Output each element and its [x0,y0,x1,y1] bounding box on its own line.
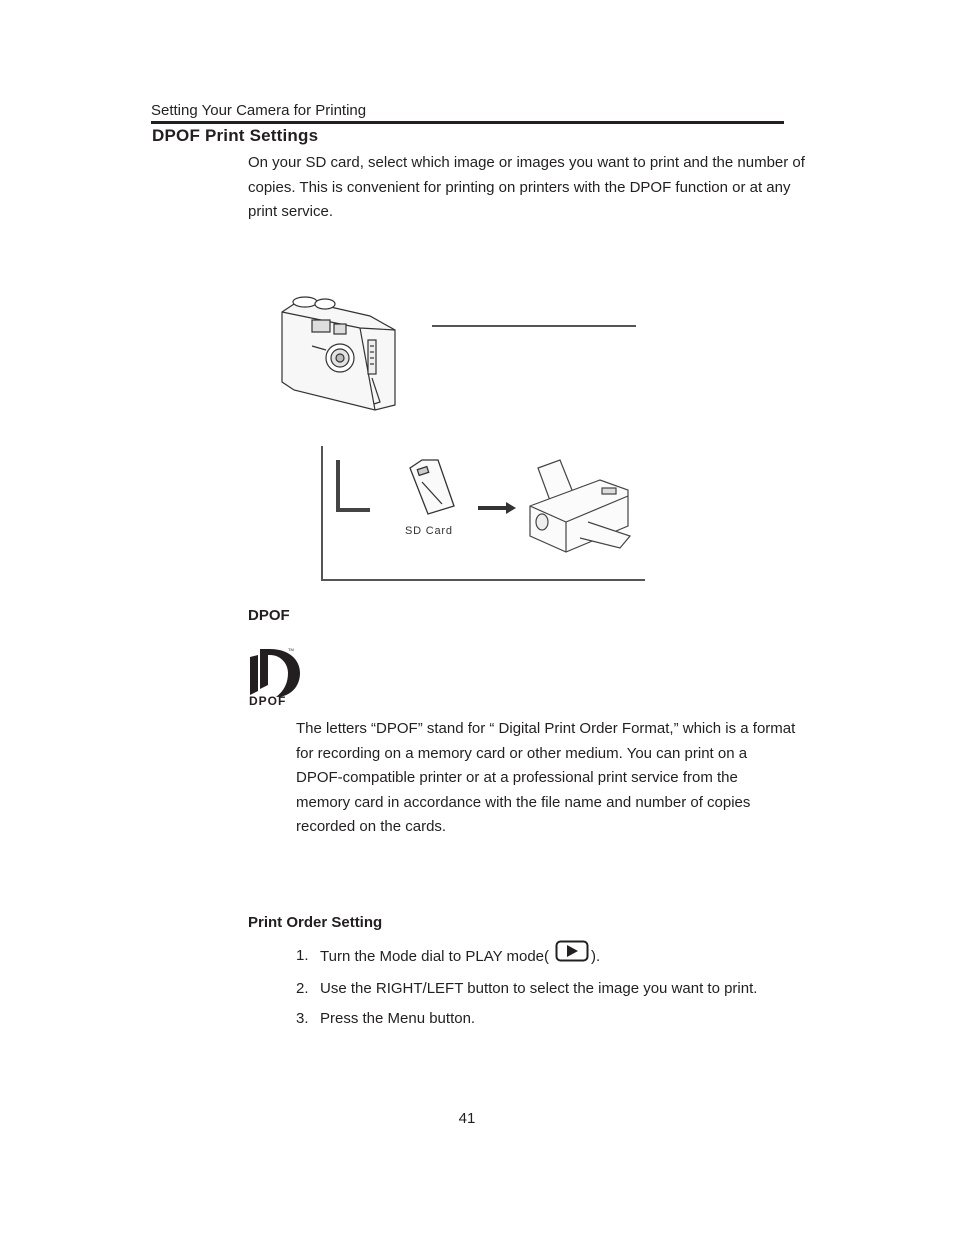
print-order-heading: Print Order Setting [248,914,383,931]
step-text: Press the Menu button. [320,1010,476,1027]
dpof-logo [248,645,304,707]
play-icon [555,940,589,971]
header-rule [151,121,784,124]
svg-text:TM: TM [288,647,294,652]
print-order-steps [296,944,776,1038]
bend-arrow [338,460,370,510]
step-number: 1. [296,947,309,964]
dpof-heading: DPOF [248,607,290,624]
page-number: 41 [458,1110,476,1127]
sd-card-icon [410,460,454,514]
right-arrow [478,502,516,514]
svg-text:DPOF: DPOF [249,694,287,707]
step-number: 2. [296,979,309,997]
step-3 [296,1007,776,1032]
intro-paragraph: On your SD card, select which image or images you want to print and the number of copies. This is convenient for printing on printers with the DPOF function or at any print service. [248,154,805,220]
camera-icon [282,297,395,410]
step-number: 3. [296,1010,309,1027]
step-text: Turn the Mode dial to PLAY mode( ). [320,944,776,971]
sd-card-label: SD Card [405,525,453,537]
step-2 [296,977,776,1002]
running-header: Setting Your Camera for Printing [151,102,367,119]
section-title: DPOF Print Settings [152,126,319,145]
camera-sdcard-printer-illustration [270,290,670,590]
dpof-description: The letters “DPOF” stand for “ Digital Print Order Format,” which is a format for recording on a memory card or other medium. You can print on a DPOF-compatible printer or at a professional print service from the memory card in accordance with the file name and number of copies recorded on the cards. [296,720,796,835]
printer-icon [530,460,630,552]
step-1 [296,944,776,971]
step-text: Use the RIGHT/LEFT button to select the image you want to print. [320,979,758,997]
